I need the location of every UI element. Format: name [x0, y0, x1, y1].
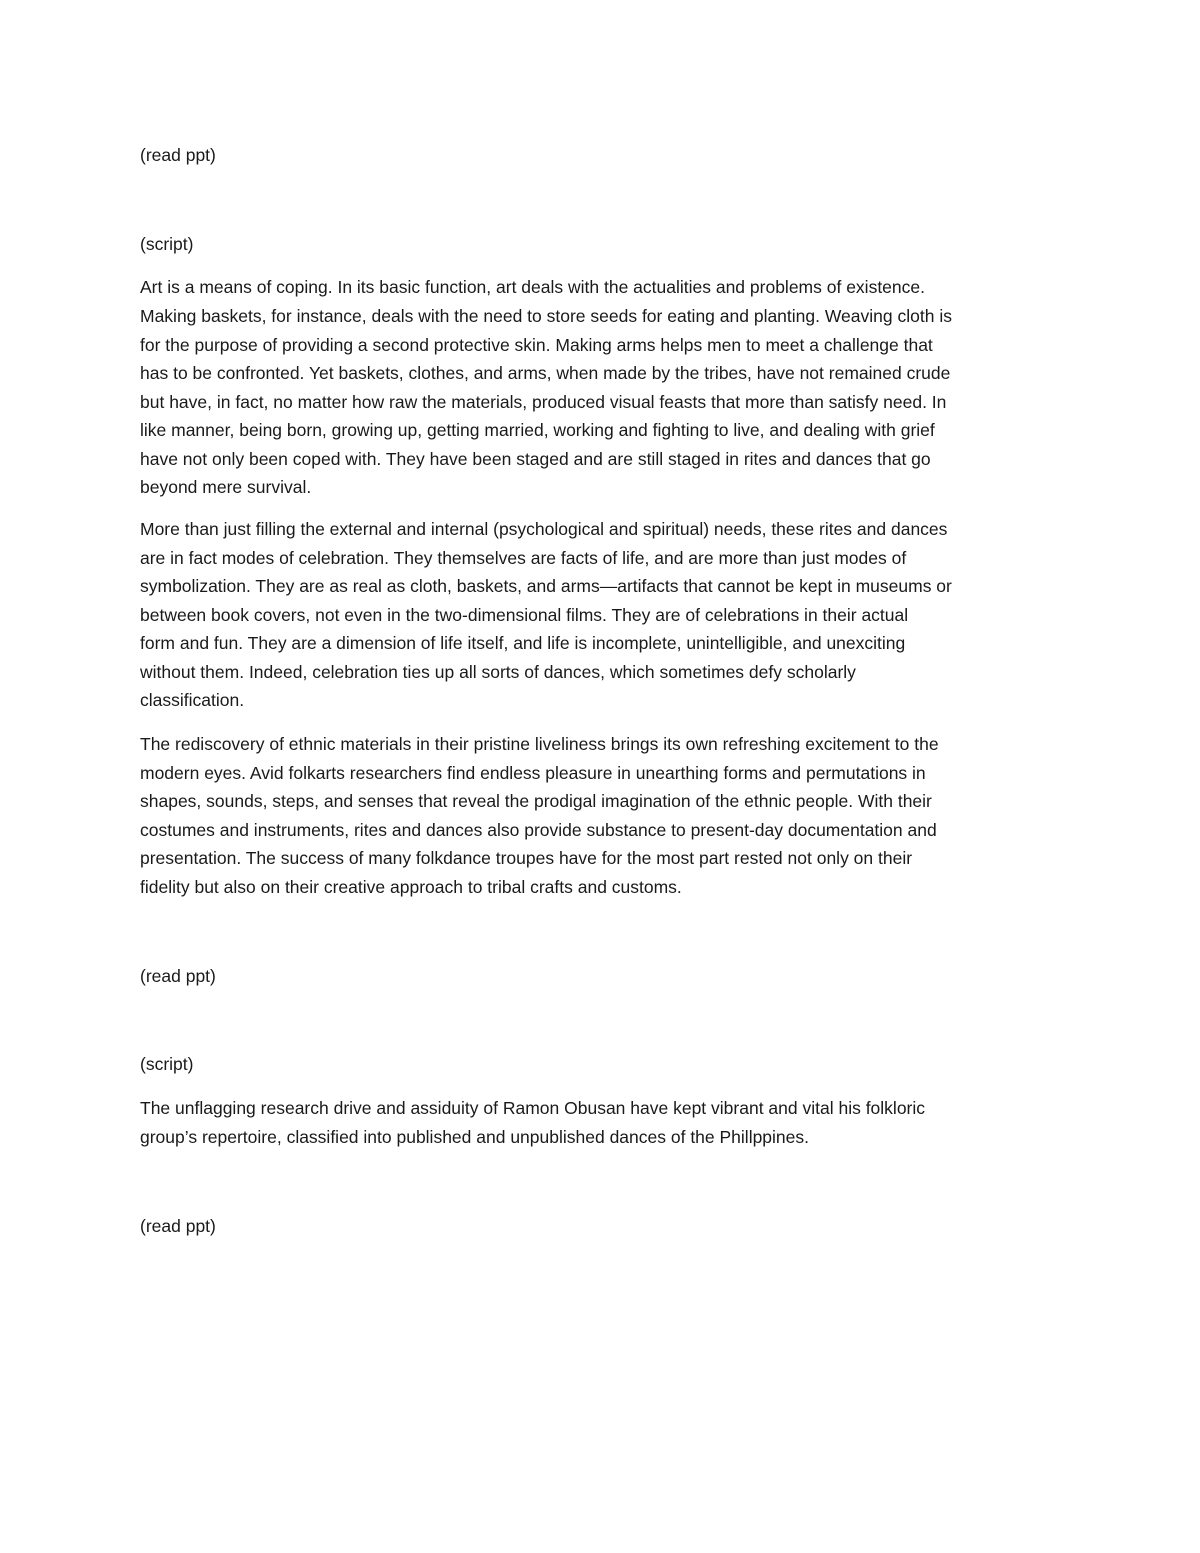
paragraph-4-line: The unflagging research drive and assiduity of Ramon Obusan have kept vibrant and vital his folkloric [140, 1098, 926, 1118]
paragraph-1-line: Art is a means of coping. In its basic function, art deals with the actualities and problems of existence. [140, 277, 925, 297]
paragraph-1-line: beyond mere survival. [140, 477, 312, 497]
paragraph-2-line: classification. [140, 690, 245, 710]
paragraph-3-line: fidelity but also on their creative approach to tribal crafts and customs. [140, 877, 682, 897]
paragraph-3-line: presentation. The success of many folkdance troupes have for the most part rested not only on their [140, 848, 913, 868]
paragraph-2-line: More than just filling the external and internal (psychological and spiritual) needs, these rites and dances [140, 519, 948, 539]
paragraph-3-line: costumes and instruments, rites and dances also provide substance to present-day documentation and [140, 820, 937, 840]
read-ppt-marker: (read ppt) [140, 1216, 216, 1236]
paragraph-2-line: without them. Indeed, celebration ties up all sorts of dances, which sometimes defy scholarly [140, 662, 856, 682]
paragraph-3-line: modern eyes. Avid folkarts researchers find endless pleasure in unearthing forms and permutations in [140, 763, 926, 783]
paragraph-4-line: group’s repertoire, classified into published and unpublished dances of the Phillppines. [140, 1127, 810, 1147]
paragraph-1-line: have not only been coped with. They have been staged and are still staged in rites and dances that go [140, 449, 931, 469]
paragraph-1-line: Making baskets, for instance, deals with the need to store seeds for eating and planting. Weaving cloth is [140, 306, 952, 326]
paragraph-2-line: form and fun. They are a dimension of life itself, and life is incomplete, unintelligible, and unexciting [140, 633, 906, 653]
paragraph-3-line: shapes, sounds, steps, and senses that reveal the prodigal imagination of the ethnic people. With their [140, 791, 932, 811]
paragraph-1-line: like manner, being born, growing up, getting married, working and fighting to live, and dealing with grief [140, 420, 935, 440]
script-marker: (script) [140, 234, 194, 254]
paragraph-3-line: The rediscovery of ethnic materials in their pristine liveliness brings its own refreshing excitement to the [140, 734, 939, 754]
read-ppt-marker: (read ppt) [140, 145, 216, 165]
paragraph-1-line: has to be confronted. Yet baskets, clothes, and arms, when made by the tribes, have not remained crude [140, 363, 951, 383]
script-marker: (script) [140, 1054, 194, 1074]
paragraph-1-line: for the purpose of providing a second protective skin. Making arms helps men to meet a challenge that [140, 335, 933, 355]
paragraph-2-line: are in fact modes of celebration. They themselves are facts of life, and are more than just modes of [140, 548, 907, 568]
read-ppt-marker: (read ppt) [140, 966, 216, 986]
paragraph-1-line: but have, in fact, no matter how raw the materials, produced visual feasts that more than satisfy need. In [140, 392, 947, 412]
paragraph-2-line: symbolization. They are as real as cloth, baskets, and arms—artifacts that cannot be kept in museums or [140, 576, 952, 596]
paragraph-2-line: between book covers, not even in the two-dimensional films. They are of celebrations in their actual [140, 605, 909, 625]
